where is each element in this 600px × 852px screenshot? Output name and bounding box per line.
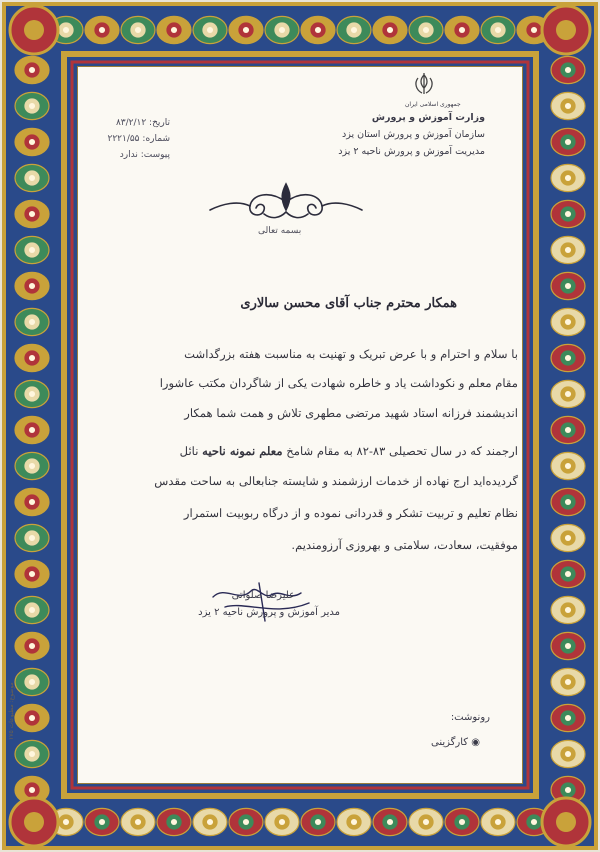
border-motif (551, 56, 585, 83)
border-motif (265, 808, 299, 835)
border-motif (551, 380, 585, 407)
border-motif (551, 740, 585, 767)
border-motif (551, 704, 585, 731)
body-line-4 (180, 444, 518, 458)
border-motif (481, 16, 515, 43)
border-motif (551, 164, 585, 191)
border-motif (551, 344, 585, 371)
salutation: همکار محترم جناب آقای محسن سالاری (240, 296, 457, 311)
border-motif (15, 380, 49, 407)
border-motif (15, 236, 49, 263)
border-motif (15, 164, 49, 191)
border-motif (15, 596, 49, 623)
border-motif (337, 16, 371, 43)
border-motif (551, 452, 585, 479)
border-motif (193, 808, 227, 835)
border-motif (15, 128, 49, 155)
border-motif (15, 632, 49, 659)
border-motif (551, 524, 585, 551)
border-motif (15, 344, 49, 371)
province-organization: سازمان آموزش و پرورش استان یزد (341, 129, 485, 140)
ministry-name: وزارت آموزش و پرورش (371, 112, 485, 123)
border-motif (551, 632, 585, 659)
border-motif (229, 16, 263, 43)
border-motif (373, 16, 407, 43)
border-motif (15, 416, 49, 443)
border-motif (15, 524, 49, 551)
border-motif (15, 668, 49, 695)
attachment-row (88, 149, 170, 162)
border-motif (15, 308, 49, 335)
border-motif (15, 200, 49, 227)
border-motif (15, 488, 49, 515)
body-line-1: با سلام و احترام و با عرض تبریک و تهنیت به مناسبت هفته بزرگداشت (184, 347, 518, 361)
date-value: ۸۳/۲/۱۲ (115, 118, 147, 128)
border-motif (15, 92, 49, 119)
number-label: شماره: (142, 134, 170, 144)
bullet-icon: ◉ (471, 737, 480, 748)
district-office: مدیریت آموزش و پرورش ناحیه ۲ یزد (338, 146, 485, 157)
handwritten-signature (205, 577, 325, 627)
border-motif (121, 16, 155, 43)
iran-emblem-icon (411, 72, 437, 98)
border-motif (15, 56, 49, 83)
border-motif (409, 808, 443, 835)
signatory-title: مدیر آموزش و پرورش ناحیه ۲ یزد (198, 607, 340, 618)
margin-note: موضوع: مطبوعات ۱۷۵ (8, 682, 15, 740)
body-line-3: اندیشمند فرزانه استاد شهید مرتضی مطهری تلاش و همت شما همکار (184, 406, 518, 420)
border-motif (551, 308, 585, 335)
border-motif (85, 16, 119, 43)
border-motif (15, 272, 49, 299)
border-motif (481, 808, 515, 835)
number-row (88, 133, 170, 146)
attachment-label: پیوست: (140, 150, 170, 160)
border-motif (445, 16, 479, 43)
body-line-5: گردیده‌اید ارج نهاده از خدمات ارزشمند و شایسته جنابعالی به ساحت مقدس (154, 474, 518, 488)
border-motif (337, 808, 371, 835)
calligraphic-flourish (200, 180, 372, 226)
border-motif (551, 668, 585, 695)
border-motif (15, 560, 49, 587)
border-motif (551, 596, 585, 623)
body-line-4-start: ارجمند که در سال تحصیلی ۸۳-۸۲ به مقام شامخ (286, 444, 518, 458)
border-motif (85, 808, 119, 835)
border-motif (193, 16, 227, 43)
body-line-7: موفقیت، سعادت، سلامتی و بهروزی آرزومندیم. (291, 538, 518, 552)
border-motif (15, 740, 49, 767)
date-row (88, 117, 170, 130)
signatory-name: علیرضا صلواتی (231, 590, 295, 601)
border-motif (265, 16, 299, 43)
emblem-caption: جمهوری اسلامی ایران (405, 101, 461, 108)
border-motif (15, 452, 49, 479)
border-motif (157, 808, 191, 835)
border-motif (551, 200, 585, 227)
body-line-6: نظام تعلیم و تربیت تشکر و قدردانی نموده و از درگاه ربوبیت استمرار (183, 506, 518, 520)
border-motif (301, 16, 335, 43)
date-label: تاریخ: (149, 118, 170, 128)
border-motif (15, 704, 49, 731)
border-motif (551, 560, 585, 587)
border-motif (551, 272, 585, 299)
border-motif (445, 808, 479, 835)
letter-paper (77, 66, 523, 784)
border-motif (551, 416, 585, 443)
body-line-4-end: نائل (179, 444, 199, 458)
honor-title: معلم نمونه ناحیه (202, 444, 283, 458)
cc-label: رونوشت: (450, 712, 490, 723)
border-motif (373, 808, 407, 835)
attachment-value: ندارد (119, 150, 138, 160)
border-motif (551, 236, 585, 263)
border-motif (121, 808, 155, 835)
cc-item (431, 737, 480, 748)
border-motif (409, 16, 443, 43)
body-line-2: مقام معلم و نکوداشت یاد و خاطره شهادت یکی از شاگردان مکتب عاشورا (159, 376, 518, 390)
basmala: بسمه تعالی (258, 226, 302, 236)
border-motif (551, 128, 585, 155)
number-value: ۲۲۲۱/۵۵ (107, 134, 140, 144)
cc-item-label: کارگزینی (431, 737, 469, 748)
border-motif (551, 488, 585, 515)
border-motif (551, 92, 585, 119)
border-motif (229, 808, 263, 835)
border-motif (157, 16, 191, 43)
border-motif (301, 808, 335, 835)
